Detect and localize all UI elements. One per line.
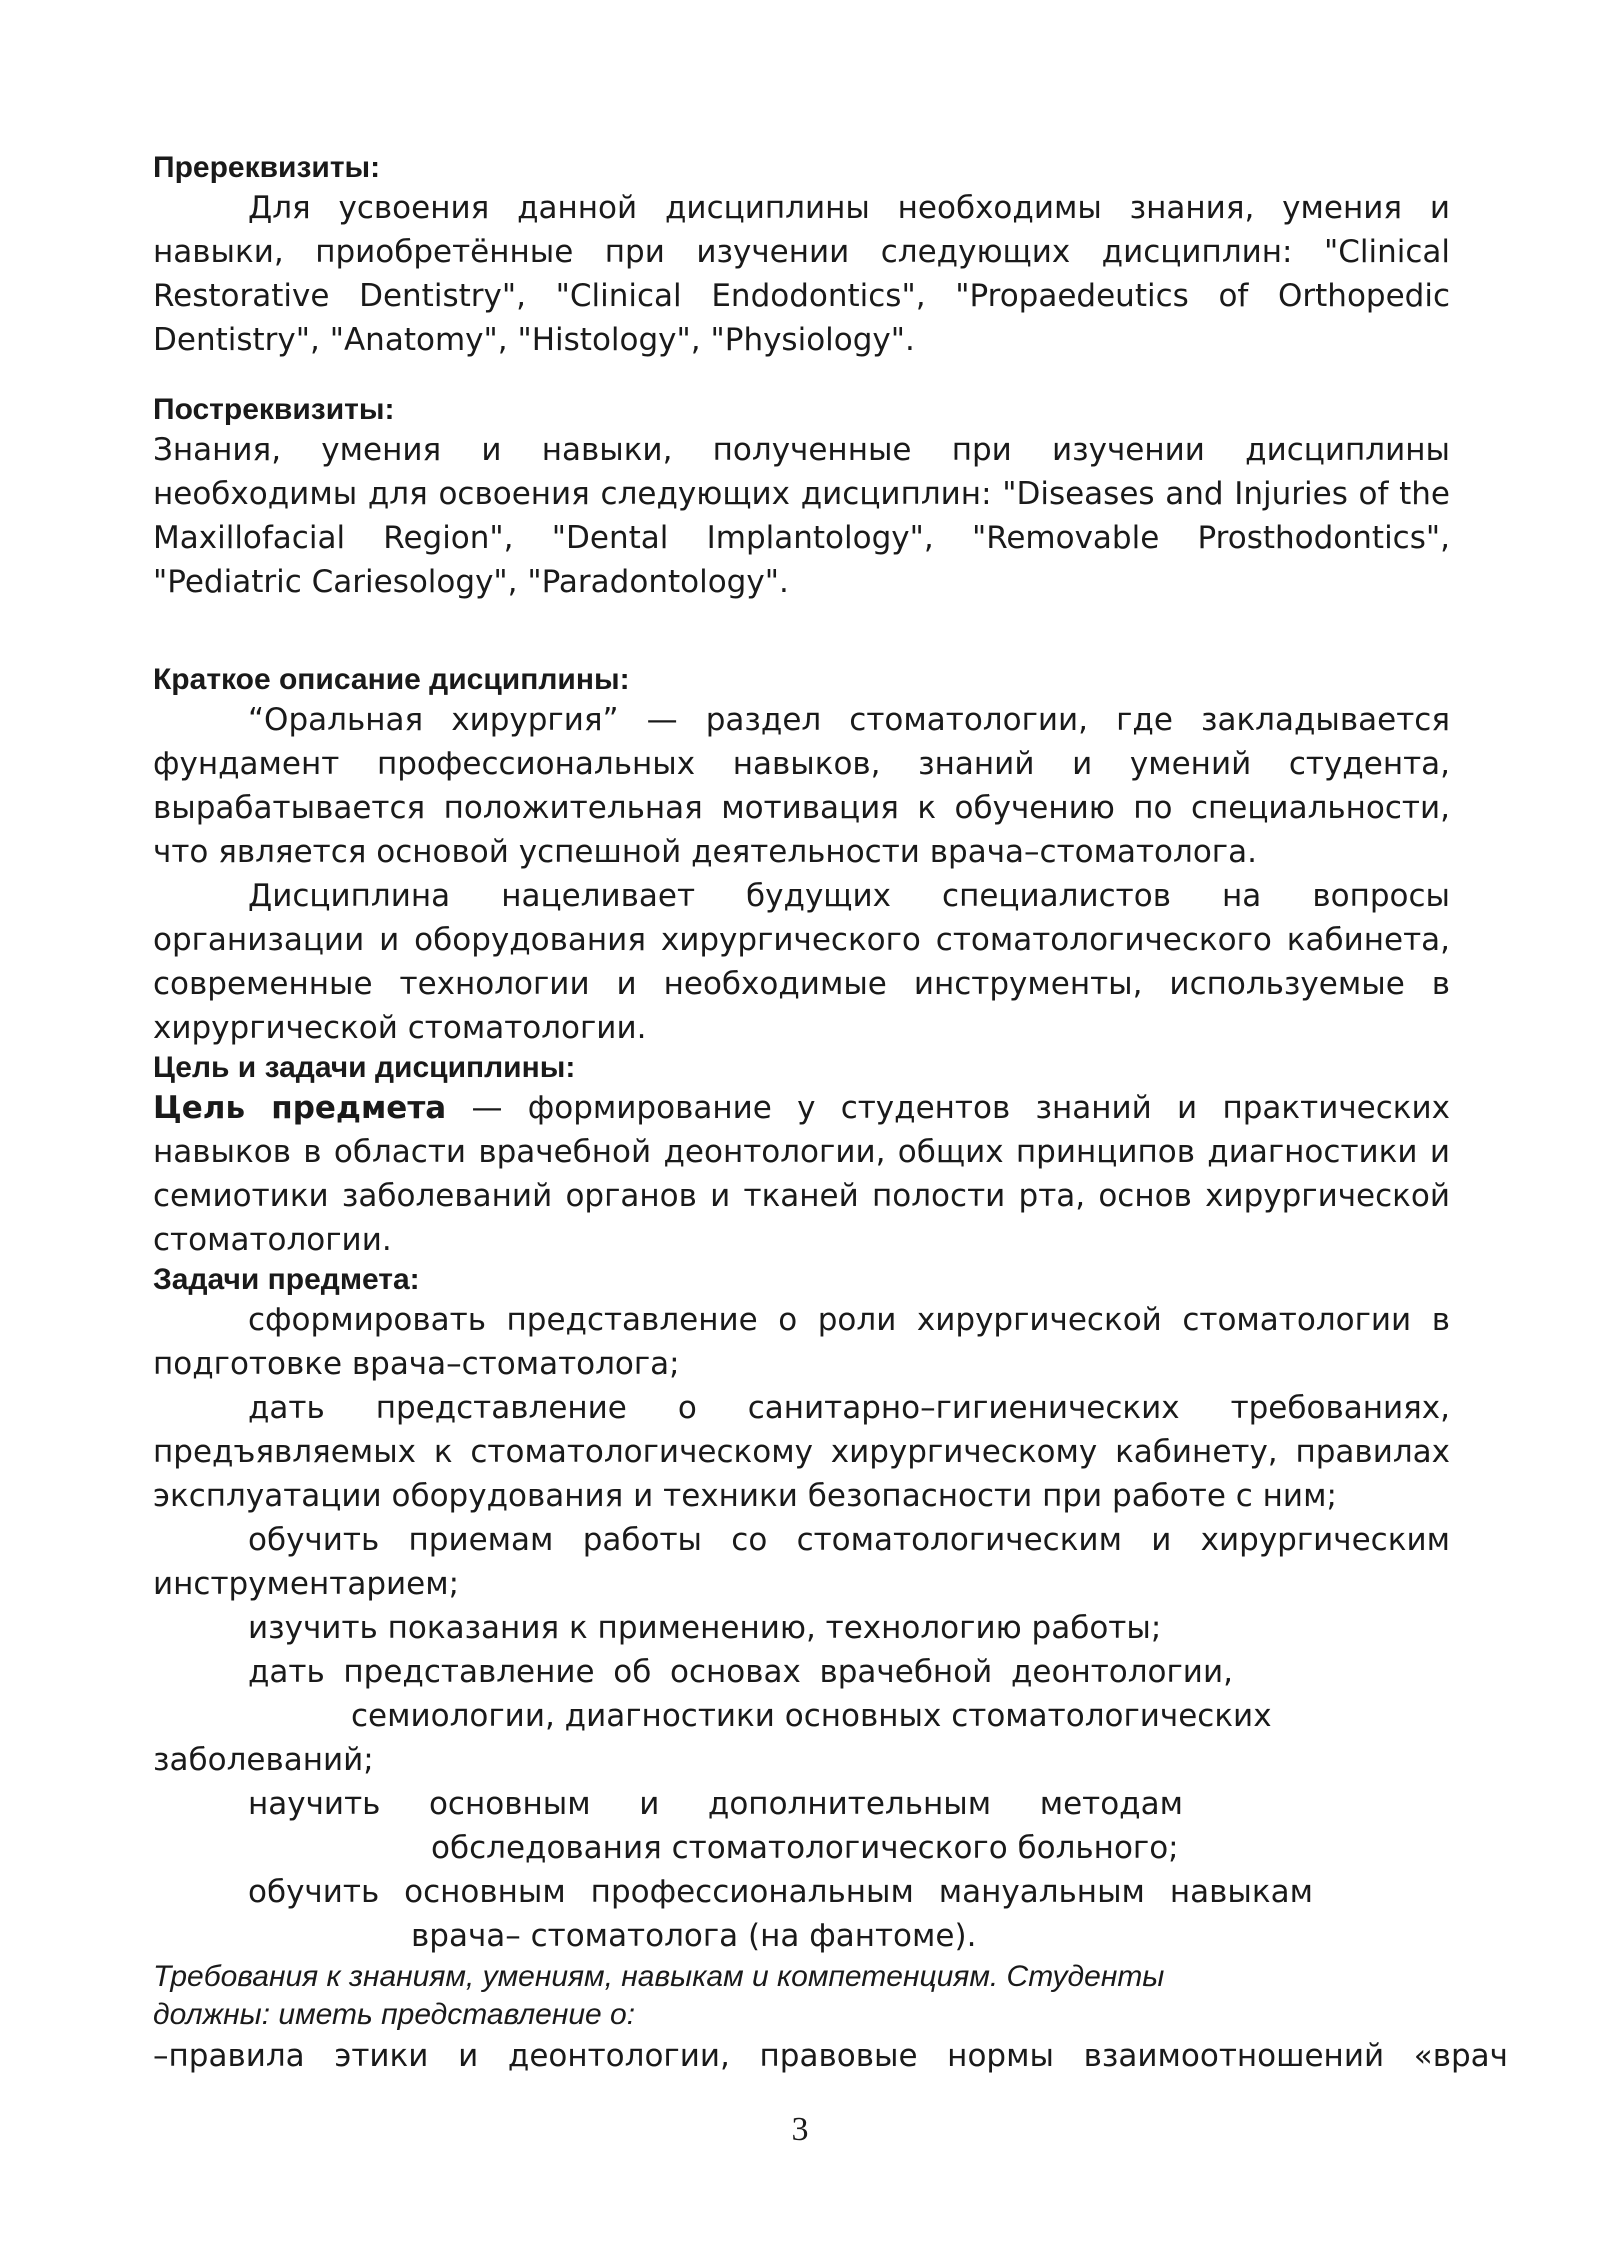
- word: методам: [1039, 1786, 1183, 1822]
- word: об: [613, 1654, 652, 1690]
- postrequisites-heading: Постреквизиты:: [153, 393, 395, 426]
- task-item: обучить приемам работы со стоматологическим и хирургическим инструментарием;: [153, 1522, 1450, 1602]
- goal-paragraph: [153, 1086, 1450, 1262]
- task-item: дать представление о санитарно–гигиенических требованиях, предъявляемых к стоматологическому хирургическому кабинету, правилах эксплуатации оборудования и техники безопасности при работе с ним;: [153, 1390, 1450, 1514]
- task-item-5-line-1: [153, 1650, 1233, 1694]
- spacer: [153, 362, 1450, 392]
- word: мануальным: [938, 1874, 1145, 1910]
- task-item-5-line-3: заболеваний;: [153, 1742, 374, 1778]
- requirements-first-item: –правила этики и деонтологии, правовые нормы взаимоотношений «врач: [153, 2038, 1508, 2074]
- word: основным: [428, 1786, 591, 1822]
- task-item-5-line-2: семиологии, диагностики основных стоматологических: [351, 1698, 1272, 1734]
- word: представление: [343, 1654, 595, 1690]
- word: основах: [669, 1654, 801, 1690]
- task-item: изучить показания к применению, технологию работы;: [248, 1610, 1162, 1646]
- goals-heading: Цель и задачи дисциплины:: [153, 1051, 576, 1084]
- word: дать: [248, 1654, 325, 1690]
- word: дополнительным: [707, 1786, 992, 1822]
- word: профессиональным: [590, 1874, 914, 1910]
- word: обучить: [248, 1874, 380, 1910]
- word: врачебной: [819, 1654, 993, 1690]
- postrequisites-text: Знания, умения и навыки, полученные при изучении дисциплины необходимы для освоения следующих дисциплин: "Diseases and Injuries of the Maxillofacial Region", "Dental Implantology", "Removable Prosthodontics", "Pediatric Cariesology", "Paradontology".: [153, 432, 1450, 600]
- prerequisites-text: Для усвоения данной дисциплины необходимы знания, умения и навыки, приобретённые при изучении следующих дисциплин: "Clinical Restorative Dentistry", "Clinical Endodontics", "Propaedeutics of Orthopedic Dentistry", "Anatomy", "Histology", "Physiology".: [153, 190, 1450, 358]
- page-number: 3: [791, 2111, 809, 2148]
- description-paragraph-2: Дисциплина нацеливает будущих специалистов на вопросы организации и оборудования хирургического стоматологического кабинета, современные технологии и необходимые инструменты, используемые в хирургической стоматологии.: [153, 878, 1450, 1046]
- goal-text: — формирование у студентов знаний и практических навыков в области врачебной деонтологии, общих принципов диагностики и семиотики заболеваний органов и тканей полости рта, основ хирургической стоматологии.: [153, 1090, 1450, 1258]
- task-item-6-line-2: обследования стоматологического больного;: [431, 1830, 1179, 1866]
- word: основным: [404, 1874, 566, 1910]
- description-heading: Краткое описание дисциплины:: [153, 663, 630, 696]
- tasks-heading: Задачи предмета:: [153, 1263, 420, 1296]
- task-item-7-line-2: врача– стоматолога (на фантоме).: [411, 1918, 977, 1954]
- task-item-7-line-1: [153, 1870, 1313, 1914]
- word: и: [639, 1786, 660, 1822]
- word: научить: [248, 1786, 381, 1822]
- word: деонтологии,: [1010, 1654, 1233, 1690]
- description-paragraph-1: “Оральная хирургия” — раздел стоматологии, где закладывается фундамент профессиональных навыков, знаний и умений студента, вырабатывается положительная мотивация к обучению по специальности, что является основой успешной деятельности врача–стоматолога.: [153, 702, 1450, 870]
- goal-label: Цель предмета: [153, 1090, 447, 1126]
- prerequisites-heading: Пререквизиты:: [153, 151, 381, 184]
- task-item-6-line-1: [153, 1782, 1183, 1826]
- page-content: [153, 150, 1508, 2078]
- requirements-heading: Требования к знаниям, умениям, навыкам и компетенциям. Студенты должны: иметь представление о:: [153, 1960, 1165, 2031]
- spacer: [153, 604, 1450, 662]
- task-item: сформировать представление о роли хирургической стоматологии в подготовке врача–стоматолога;: [153, 1302, 1450, 1382]
- word: навыкам: [1169, 1874, 1313, 1910]
